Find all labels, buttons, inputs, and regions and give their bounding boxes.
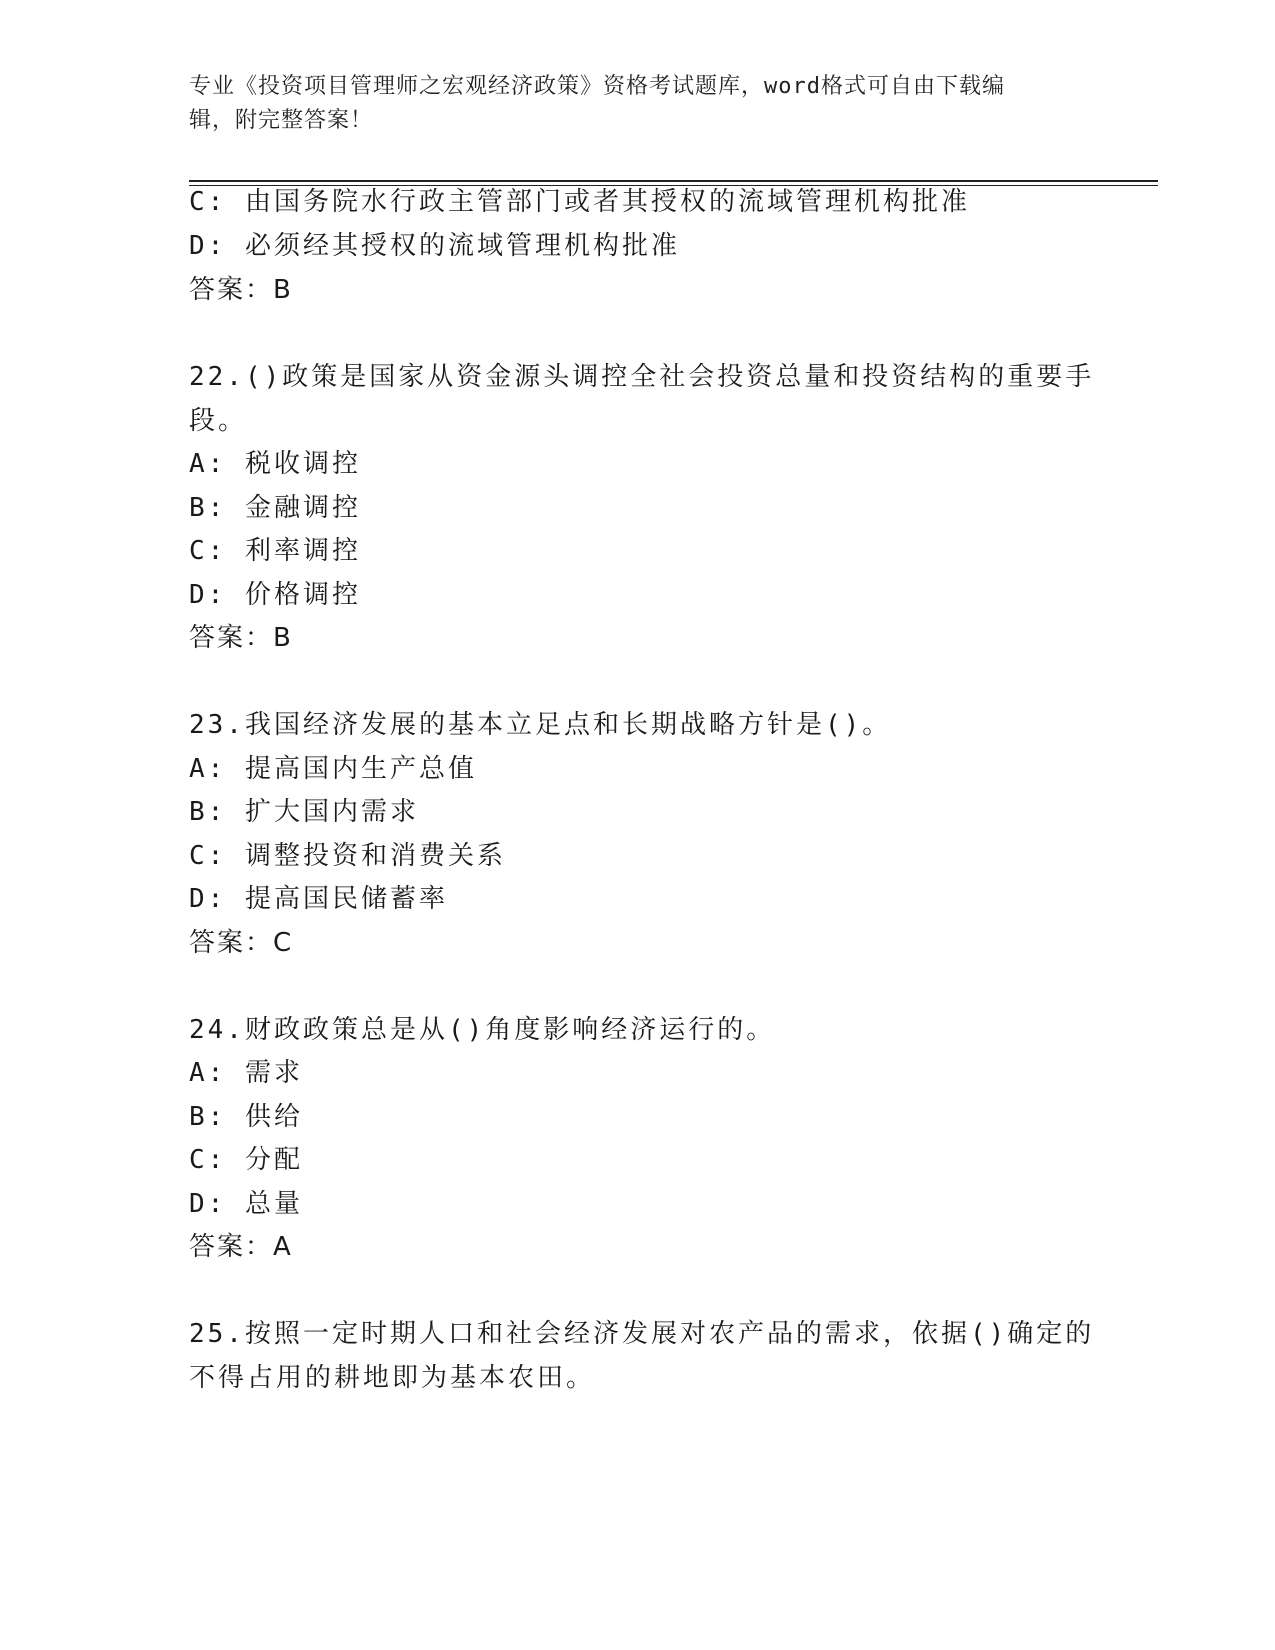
option-c: C: 由国务院水行政主管部门或者其授权的流域管理机构批准 xyxy=(189,187,970,217)
question-stem-cont: 不得占用的耕地即为基本农田。 xyxy=(189,1363,596,1393)
question-stem: 25.按照一定时期人口和社会经济发展对农产品的需求，依据()确定的 xyxy=(189,1319,1095,1349)
question-stem: 22.()政策是国家从资金源头调控全社会投资总量和投资结构的重要手 xyxy=(189,362,1095,392)
option-a: A: 提高国内生产总值 xyxy=(189,754,477,784)
option-b: B: 供给 xyxy=(189,1102,303,1132)
answer-line: 答案：A xyxy=(189,1232,293,1262)
option-d: D: 价格调控 xyxy=(189,580,361,610)
answer-line: 答案：C xyxy=(189,928,294,958)
document-header xyxy=(189,70,1069,138)
option-b: B: 扩大国内需求 xyxy=(189,797,419,827)
option-d: D: 必须经其授权的流域管理机构批准 xyxy=(189,231,680,261)
option-a: A: 需求 xyxy=(189,1058,303,1088)
header-line-1: 专业《投资项目管理师之宏观经济政策》资格考试题库，word格式可自由下载编 xyxy=(189,74,1005,99)
option-c: C: 调整投资和消费关系 xyxy=(189,841,506,871)
question-stem-cont: 段。 xyxy=(189,406,248,436)
option-b: B: 金融调控 xyxy=(189,493,361,523)
option-c: C: 利率调控 xyxy=(189,536,361,566)
option-d: D: 总量 xyxy=(189,1189,303,1219)
option-a: A: 税收调控 xyxy=(189,449,361,479)
answer-line: 答案：B xyxy=(189,623,293,653)
question-stem: 23.我国经济发展的基本立足点和长期战略方针是()。 xyxy=(189,710,892,740)
option-c: C: 分配 xyxy=(189,1145,303,1175)
question-stem: 24.财政政策总是从()角度影响经济运行的。 xyxy=(189,1015,776,1045)
option-d: D: 提高国民储蓄率 xyxy=(189,884,448,914)
header-line-2: 辑，附完整答案！ xyxy=(189,108,374,133)
answer-line: 答案：B xyxy=(189,275,293,305)
